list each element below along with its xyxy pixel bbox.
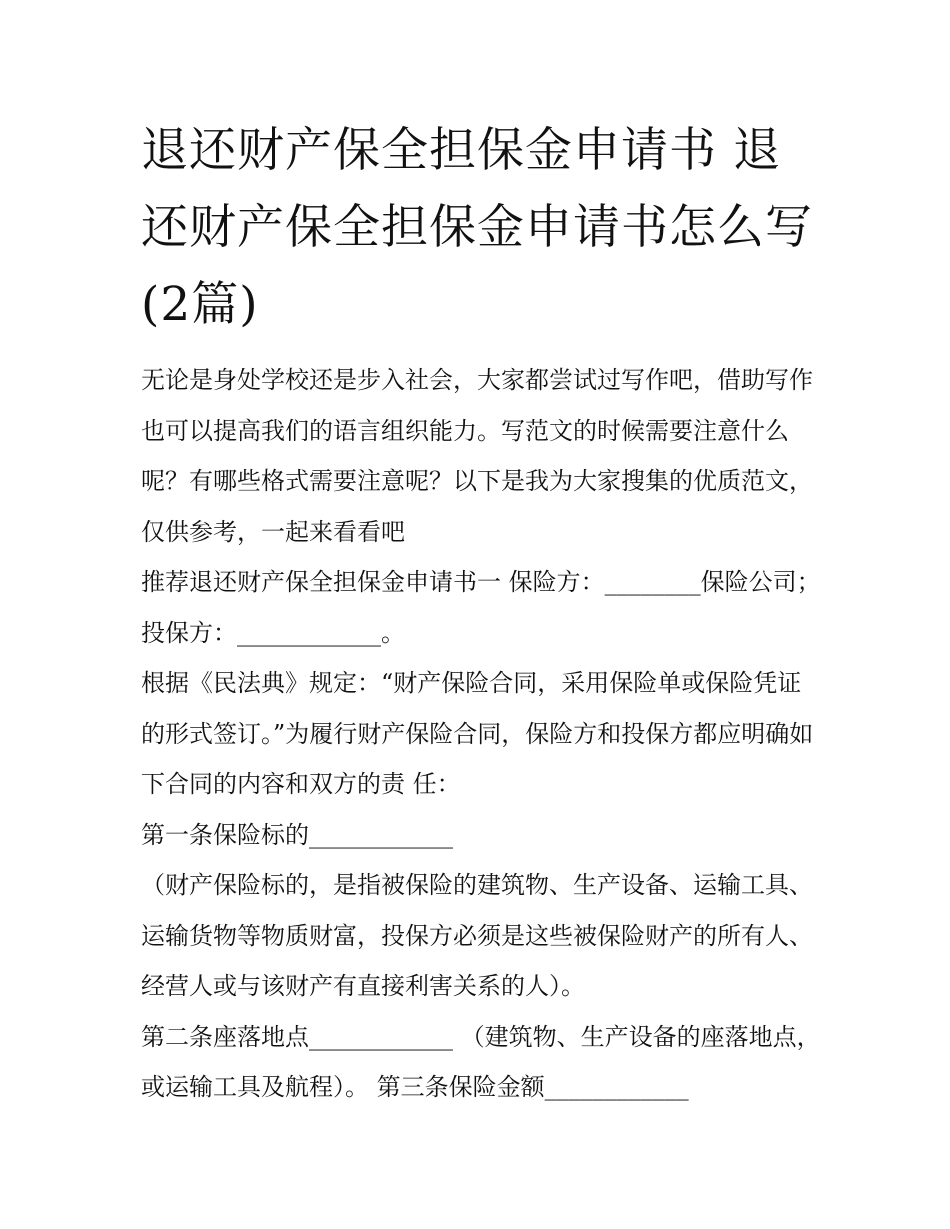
paragraph-article-2-3: 第二条座落地点____________ （建筑物、生产设备的座落地点，或运输工具及航程）。 第三条保险金额____________: [141, 1022, 821, 1101]
document-title: 退还财产保全担保金申请书 退还财产保全担保金申请书怎么写(2篇): [141, 123, 813, 332]
paragraph-article-1-note: （财产保险标的，是指被保险的建筑物、生产设备、运输工具、运输货物等物质财富，投保方必须是这些被保险财产的所有人、经营人或与该财产有直接利害关系的人）。: [141, 871, 813, 1000]
paragraph-legal-basis: 根据《民法典》规定：“财产保险合同，采用保险单或保险凭证的形式签订。”为履行财产保险合同，保险方和投保方都应明确如下合同的内容和双方的责 任：: [141, 669, 814, 798]
paragraph-article-1: 第一条保险标的____________: [141, 820, 453, 849]
document-body: [141, 112, 821, 1113]
paragraph-parties: 推荐退还财产保全担保金申请书一 保险方：________保险公司； 投保方：____________。: [141, 568, 821, 647]
paragraph-intro: 无论是身处学校还是步入社会，大家都尝试过写作吧，借助写作也可以提高我们的语言组织能力。写范文的时候需要注意什么呢？有哪些格式需要注意呢？以下是我为大家搜集的优质范文，仅供参考，一起来看看吧: [141, 366, 813, 546]
